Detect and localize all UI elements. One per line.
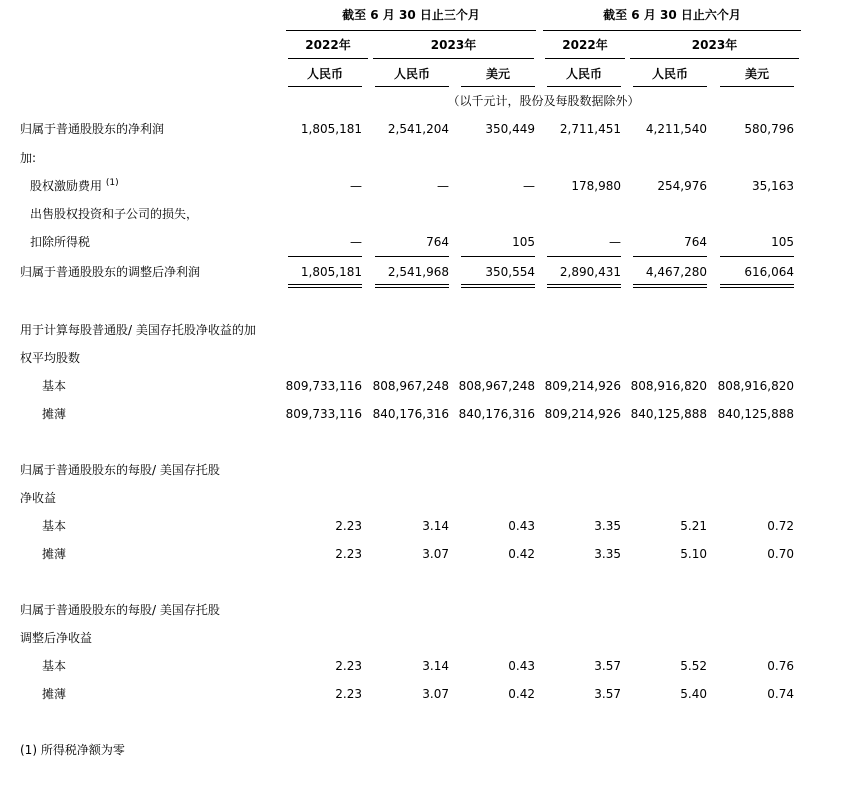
table-cell: 1,805,181 (300, 122, 362, 136)
currency-header: 人民币 (393, 67, 430, 81)
table-cell: 3.07 (422, 547, 449, 561)
row-label: 基本 (42, 519, 67, 533)
row-label: 归属于普通股股东的每股/ 美国存托股 (20, 603, 220, 617)
row-label: 股权激励费用 $^{(1)}$ (30, 178, 119, 193)
table-cell: 3.35 (594, 519, 621, 533)
table-cell: 0.42 (508, 687, 535, 701)
table-cell: 809,733,116 (285, 379, 362, 393)
currency-header: 美元 (744, 67, 769, 81)
table-cell: 0.72 (767, 519, 794, 533)
table-cell: 254,976 (657, 179, 707, 193)
table-cell: 808,916,820 (717, 379, 794, 393)
row-label: 基本 (42, 659, 67, 673)
table-cell: 840,125,888 (717, 407, 794, 421)
currency-header: 人民币 (651, 67, 688, 81)
table-cell: 2,890,431 (559, 265, 621, 279)
total-double-rule (375, 284, 449, 285)
currency-header-rule (375, 86, 449, 87)
table-cell: 3.14 (422, 519, 449, 533)
total-double-rule (633, 287, 707, 288)
currency-header-rule (461, 86, 535, 87)
subtotal-rule (720, 256, 794, 257)
total-double-rule (720, 287, 794, 288)
total-double-rule (288, 284, 362, 285)
row-label: 用于计算每股普通股/ 美国存托股净收益的加 (20, 323, 256, 337)
table-cell: 2.23 (335, 687, 362, 701)
total-double-rule (633, 284, 707, 285)
table-cell: 3.14 (422, 659, 449, 673)
table-cell: 2.23 (335, 519, 362, 533)
row-label: 扣除所得税 (30, 235, 91, 249)
table-cell: 764 (426, 235, 449, 249)
year-header: 2023年 (430, 38, 477, 52)
row-label: 加: (20, 151, 37, 165)
subtotal-rule (375, 256, 449, 257)
table-cell: 840,176,316 (458, 407, 535, 421)
table-cell: 809,214,926 (544, 407, 621, 421)
year-header-rule (630, 58, 799, 59)
total-double-rule (461, 287, 535, 288)
table-cell: — (350, 235, 362, 249)
table-cell: 350,449 (485, 122, 535, 136)
table-cell: 808,916,820 (630, 379, 707, 393)
table-cell: 808,967,248 (458, 379, 535, 393)
row-label: 调整后净收益 (20, 631, 93, 645)
table-cell: 2,541,204 (387, 122, 449, 136)
table-cell: 3.57 (594, 687, 621, 701)
table-cell: 1,805,181 (300, 265, 362, 279)
table-cell: 0.74 (767, 687, 794, 701)
total-double-rule (461, 284, 535, 285)
table-cell: 3.57 (594, 659, 621, 673)
currency-header-rule (288, 86, 362, 87)
unit-note: （以千元计，股份及每股数据除外） (447, 94, 640, 108)
table-cell: 2.23 (335, 659, 362, 673)
period-header-three-months: 截至 6 月 30 日止三个月 (342, 8, 480, 22)
total-double-rule (375, 287, 449, 288)
total-double-rule (720, 284, 794, 285)
subtotal-rule (288, 256, 362, 257)
header-rule (543, 30, 801, 31)
table-cell: 178,980 (571, 179, 621, 193)
period-header-six-months: 截至 6 月 30 日止六个月 (603, 8, 741, 22)
table-cell: 5.40 (680, 687, 707, 701)
year-header-rule (288, 58, 368, 59)
row-label: 摊薄 (42, 407, 67, 421)
table-cell: — (437, 179, 449, 193)
row-label: 权平均股数 (20, 351, 81, 365)
currency-header-rule (633, 86, 707, 87)
header-rule (286, 30, 536, 31)
year-header-rule (373, 58, 534, 59)
subtotal-rule (461, 256, 535, 257)
year-header: 2022年 (562, 38, 608, 52)
table-cell: 105 (512, 235, 535, 249)
currency-header: 美元 (485, 67, 510, 81)
table-cell: 808,967,248 (372, 379, 449, 393)
table-cell: 5.52 (680, 659, 707, 673)
table-cell: 3.35 (594, 547, 621, 561)
currency-header: 人民币 (565, 67, 602, 81)
table-cell: 2,711,451 (559, 122, 621, 136)
table-cell: 616,064 (744, 265, 794, 279)
table-cell: 4,211,540 (645, 122, 707, 136)
table-cell: 5.10 (680, 547, 707, 561)
table-cell: 2.23 (335, 547, 362, 561)
footnote-reference: (1) (105, 178, 119, 188)
row-label: 摊薄 (42, 547, 67, 561)
row-label: 出售股权投资和子公司的损失， (30, 207, 199, 221)
table-cell: 0.42 (508, 547, 535, 561)
table-cell: — (350, 179, 362, 193)
table-cell: 809,214,926 (544, 379, 621, 393)
table-cell: 580,796 (744, 122, 794, 136)
total-double-rule (547, 287, 621, 288)
year-header: 2023年 (691, 38, 738, 52)
row-label: 净收益 (20, 491, 57, 505)
table-cell: 0.70 (767, 547, 794, 561)
table-cell: 840,125,888 (630, 407, 707, 421)
subtotal-rule (547, 256, 621, 257)
table-cell: 764 (684, 235, 707, 249)
total-double-rule (288, 287, 362, 288)
subtotal-rule (633, 256, 707, 257)
table-cell: 0.76 (767, 659, 794, 673)
table-cell: 0.43 (508, 659, 535, 673)
year-header: 2022年 (305, 38, 351, 52)
row-label: 基本 (42, 379, 67, 393)
year-header-rule (545, 58, 625, 59)
table-cell: 840,176,316 (372, 407, 449, 421)
table-cell: 0.43 (508, 519, 535, 533)
table-cell: 105 (771, 235, 794, 249)
table-cell: — (523, 179, 535, 193)
table-cell: 35,163 (752, 179, 794, 193)
table-cell: 4,467,280 (645, 265, 707, 279)
footnote: (1) 所得税净额为零 (20, 743, 125, 757)
table-cell: 350,554 (485, 265, 535, 279)
currency-header-rule (720, 86, 794, 87)
row-label: 归属于普通股股东的每股/ 美国存托股 (20, 463, 220, 477)
row-label: 归属于普通股股东的净利润 (20, 122, 165, 136)
table-cell: 809,733,116 (285, 407, 362, 421)
table-cell: — (609, 235, 621, 249)
currency-header: 人民币 (306, 67, 343, 81)
table-cell: 5.21 (680, 519, 707, 533)
table-cell: 3.07 (422, 687, 449, 701)
table-cell: 2,541,968 (387, 265, 449, 279)
row-label: 归属于普通股股东的调整后净利润 (20, 265, 201, 279)
total-double-rule (547, 284, 621, 285)
currency-header-rule (547, 86, 621, 87)
row-label: 摊薄 (42, 687, 67, 701)
